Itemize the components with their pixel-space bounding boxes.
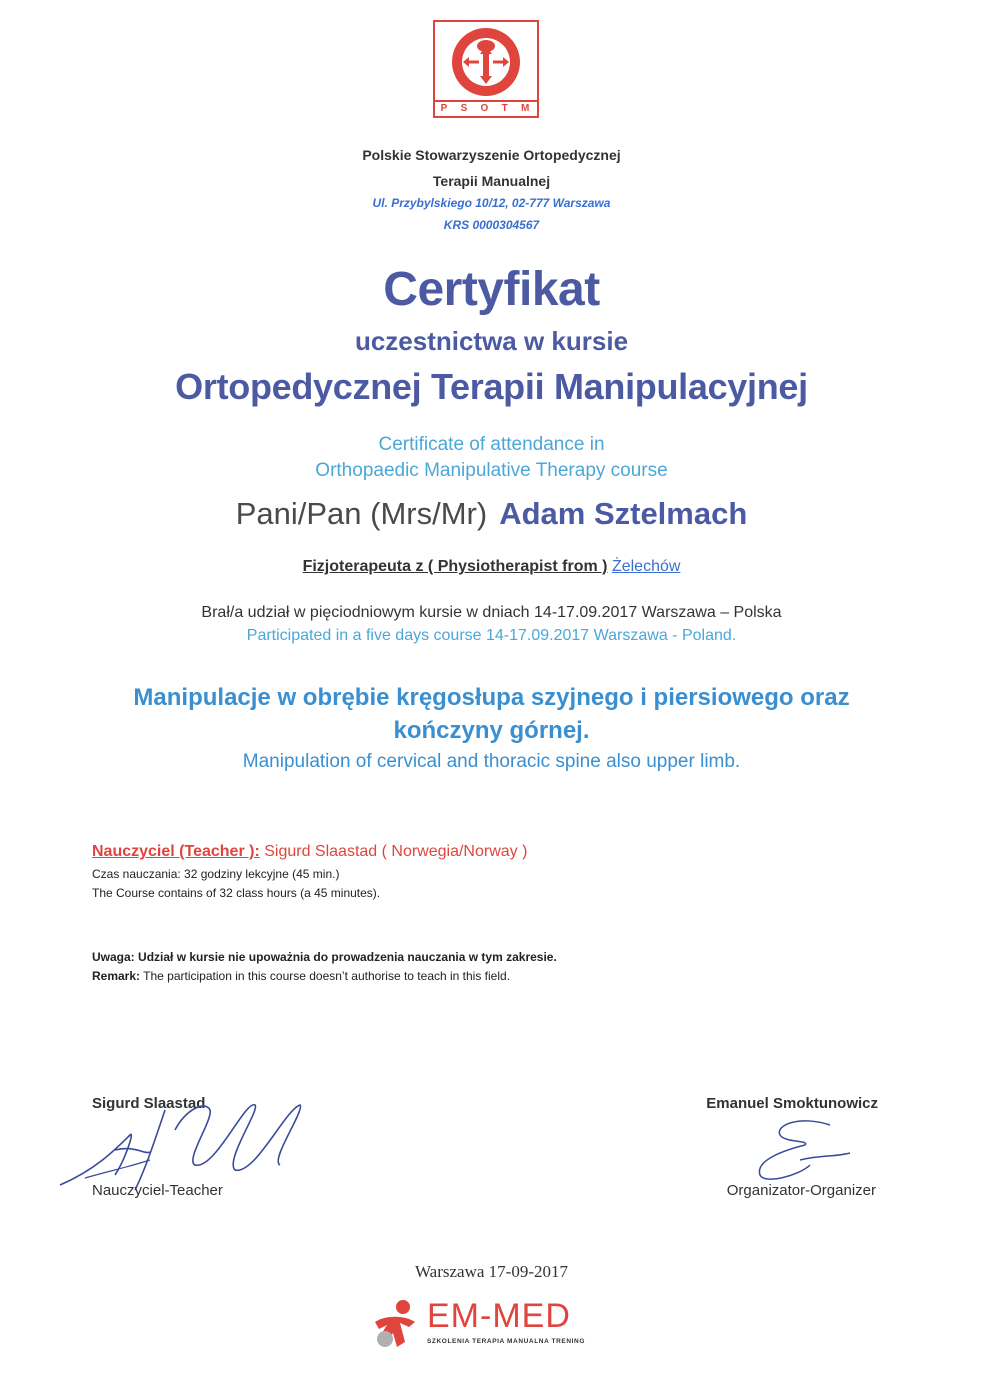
remark-text-en: The participation in this course doesn’t authorise to teach in this field. xyxy=(143,969,511,983)
em-med-logo xyxy=(365,1295,615,1355)
logo-letter: S xyxy=(460,103,470,114)
hours-english: The Course contains of 32 class hours (a 45 minutes). xyxy=(92,886,381,900)
participant-name: Adam Sztelmach xyxy=(499,496,748,531)
organizer-signature-image xyxy=(740,1115,860,1185)
certificate-subtitle: uczestnictwa w kursie xyxy=(354,326,629,356)
certificate-english-line2: Orthopaedic Manipulative Therapy course xyxy=(315,460,668,481)
salutation: Pani/Pan (Mrs/Mr) xyxy=(235,496,488,531)
em-med-figure-icon xyxy=(365,1297,425,1352)
logo-letter: P xyxy=(440,103,450,114)
topic-polish-line2: kończyny górnej. xyxy=(393,717,590,744)
logo-letter: O xyxy=(480,103,491,114)
certificate-english-line1: Certificate of attendance in xyxy=(378,434,605,455)
remark-text-pl: Udział w kursie nie upoważnia do prowadzenia nauczania w tym zakresie. xyxy=(138,950,557,964)
participation-english: Participated in a five days course 14-17.09.2017 Warszawa - Poland. xyxy=(246,627,737,644)
topic-polish-line1: Manipulacje w obrębie kręgosłupa szyjnego i piersiowego oraz xyxy=(133,684,850,711)
teacher-signature-role: Nauczyciel-Teacher xyxy=(92,1182,223,1199)
org-address: Ul. Przybylskiego 10/12, 02-777 Warszawa xyxy=(372,196,611,210)
logo-letter: M xyxy=(521,103,532,114)
org-name-line1: Polskie Stowarzyszenie Ortopedycznej xyxy=(362,147,621,163)
participant-line xyxy=(0,496,983,532)
teacher-value: Sigurd Slaastad ( Norwegia/Norway ) xyxy=(264,843,528,860)
place-and-date: Warszawa 17-09-2017 xyxy=(415,1262,568,1281)
org-krs: KRS 0000304567 xyxy=(443,218,540,232)
course-name: Ortopedycznej Terapii Manipulacyjnej xyxy=(175,366,808,407)
profession-label: Fizjoterapeuta z ( Physiotherapist from ) xyxy=(302,558,608,575)
profession-line xyxy=(0,558,983,576)
topic-english: Manipulation of cervical and thoracic spine also upper limb. xyxy=(242,751,741,772)
teacher-line xyxy=(92,843,527,861)
teacher-signature-name: Sigurd Slaastad xyxy=(92,1095,206,1112)
remark-label-en: Remark: xyxy=(92,969,141,983)
participant-city: Żelechów xyxy=(611,558,681,575)
teacher-label: Nauczyciel (Teacher ): xyxy=(92,843,260,860)
hours-polish: Czas nauczania: 32 godziny lekcyjne (45 min.) xyxy=(92,867,340,881)
remark-label-pl: Uwaga: xyxy=(92,950,135,964)
em-med-brand: EM-MED xyxy=(427,1297,571,1335)
certificate-title: Certyfikat xyxy=(383,263,600,316)
org-name-line2: Terapii Manualnej xyxy=(432,173,551,189)
em-med-tagline: SZKOLENIA TERAPIA MANUALNA TRENING xyxy=(427,1338,585,1345)
remark-polish xyxy=(92,950,557,964)
organizer-signature-name: Emanuel Smoktunowicz xyxy=(706,1095,878,1112)
logo-letter: T xyxy=(501,103,510,114)
remark-english xyxy=(92,969,510,983)
organizer-signature-role: Organizator-Organizer xyxy=(726,1182,876,1199)
logo-letters xyxy=(435,100,537,116)
psotm-logo xyxy=(433,20,539,118)
logo-emblem-icon xyxy=(435,22,537,102)
participation-polish: Brał/a udział w pięciodniowym kursie w dniach 14-17.09.2017 Warszawa – Polska xyxy=(201,604,782,621)
